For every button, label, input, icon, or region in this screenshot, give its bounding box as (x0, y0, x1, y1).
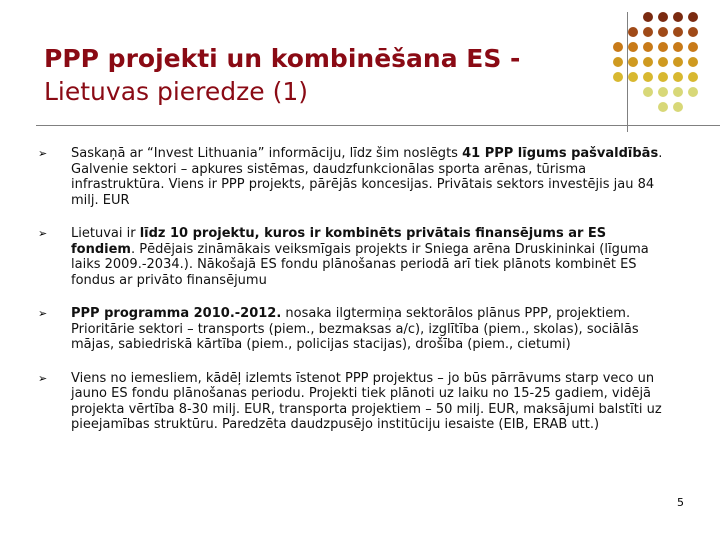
bullet-bold-text: līdz 10 projektu, kuros ir kombinēts privātais finansējums ar ES fondiem (71, 226, 607, 257)
bullet-item (36, 306, 666, 353)
dot (688, 87, 698, 97)
bullet-bold-text: PPP programma 2010.-2012. (71, 306, 282, 321)
bullet-item (36, 226, 666, 288)
dot (673, 42, 683, 52)
dot (658, 72, 668, 82)
dot (658, 12, 668, 22)
vertical-divider (627, 12, 628, 132)
bullet-item (36, 146, 666, 208)
bullet-text: . Galvenie sektori – apkures sistēmas, daudzfunkcionālas sporta arēnas, tūrisma infrastruktūra. Viens ir PPP projekts, pārējās koncesijas. Privātais sektors investējis jau 84 milj. EUR (71, 146, 663, 208)
horizontal-divider (36, 125, 720, 126)
page-number: 5 (677, 496, 684, 509)
arrow-bullet-icon: ➢ (38, 307, 48, 320)
title-subtitle-line: Lietuvas pieredze (1) (44, 77, 309, 106)
dot (658, 87, 668, 97)
slide-title (44, 42, 604, 108)
dot (643, 27, 653, 37)
arrow-bullet-icon: ➢ (38, 371, 48, 385)
dot (658, 102, 668, 112)
bullet-text: nosaka ilgtermiņa sektorālos plānus PPP, projektiem. Prioritārie sektori – transports (piem., bezmaksas a/c), izglītība (piem., skolas), sociālās mājas, sabiedriskā kārtība (piem., policijas stacijas), drošība (piem., cietumi) (71, 306, 639, 352)
bullet-item (36, 371, 666, 433)
dot (643, 72, 653, 82)
dot (643, 12, 653, 22)
bullet-text: Viens no iemesliem, kādēļ izlemts īstenot PPP projektus – jo būs pārrāvums starp veco un jauno ES fondu plānošanas periodu. Projekti tiek plānoti uz laiku no 15-25 gadiem, vidējā projekta vērtība 8-30 milj. EUR, transporta projektiem – 50 milj. EUR, maksājumi balstīti uz pieejamības struktūru. Paredzēta daudzpusējo institūciju iesaiste (EIB, ERAB utt.) (71, 370, 662, 432)
dot (643, 87, 653, 97)
dot (613, 42, 623, 52)
dot (673, 102, 683, 112)
dot (628, 42, 638, 52)
dot (688, 27, 698, 37)
bullet-text: Lietuvai ir (71, 226, 140, 241)
dot (658, 42, 668, 52)
dot (658, 57, 668, 67)
dot (673, 57, 683, 67)
dot (688, 57, 698, 67)
dot (643, 42, 653, 52)
dot (673, 12, 683, 22)
dot (628, 27, 638, 37)
dot (643, 57, 653, 67)
dot (673, 72, 683, 82)
dot (688, 72, 698, 82)
bullet-text: . Pēdējais zināmākais veiksmīgais projekts ir Sniega arēna Druskininkai (līguma laiks 2009.-2034.). Nākošajā ES fondu plānošanas periodā arī tiek plānots kombinēt ES fondus ar privāto finansējumu (71, 241, 649, 288)
dot (673, 27, 683, 37)
dot (628, 57, 638, 67)
title-bold-line: PPP projekti un kombinēšana ES - (44, 44, 521, 73)
dot (658, 27, 668, 37)
dot (613, 57, 623, 67)
dot (688, 12, 698, 22)
dot (673, 87, 683, 97)
dot (628, 72, 638, 82)
dot (688, 42, 698, 52)
bullet-bold-text: 41 PPP līgums pašvaldībās (462, 146, 659, 161)
arrow-bullet-icon: ➢ (38, 147, 48, 160)
bullet-list (36, 146, 666, 451)
arrow-bullet-icon: ➢ (38, 227, 48, 240)
dot (613, 72, 623, 82)
bullet-text: Saskaņā ar “Invest Lithuania” informāciju, līdz šim noslēgts (71, 146, 463, 161)
